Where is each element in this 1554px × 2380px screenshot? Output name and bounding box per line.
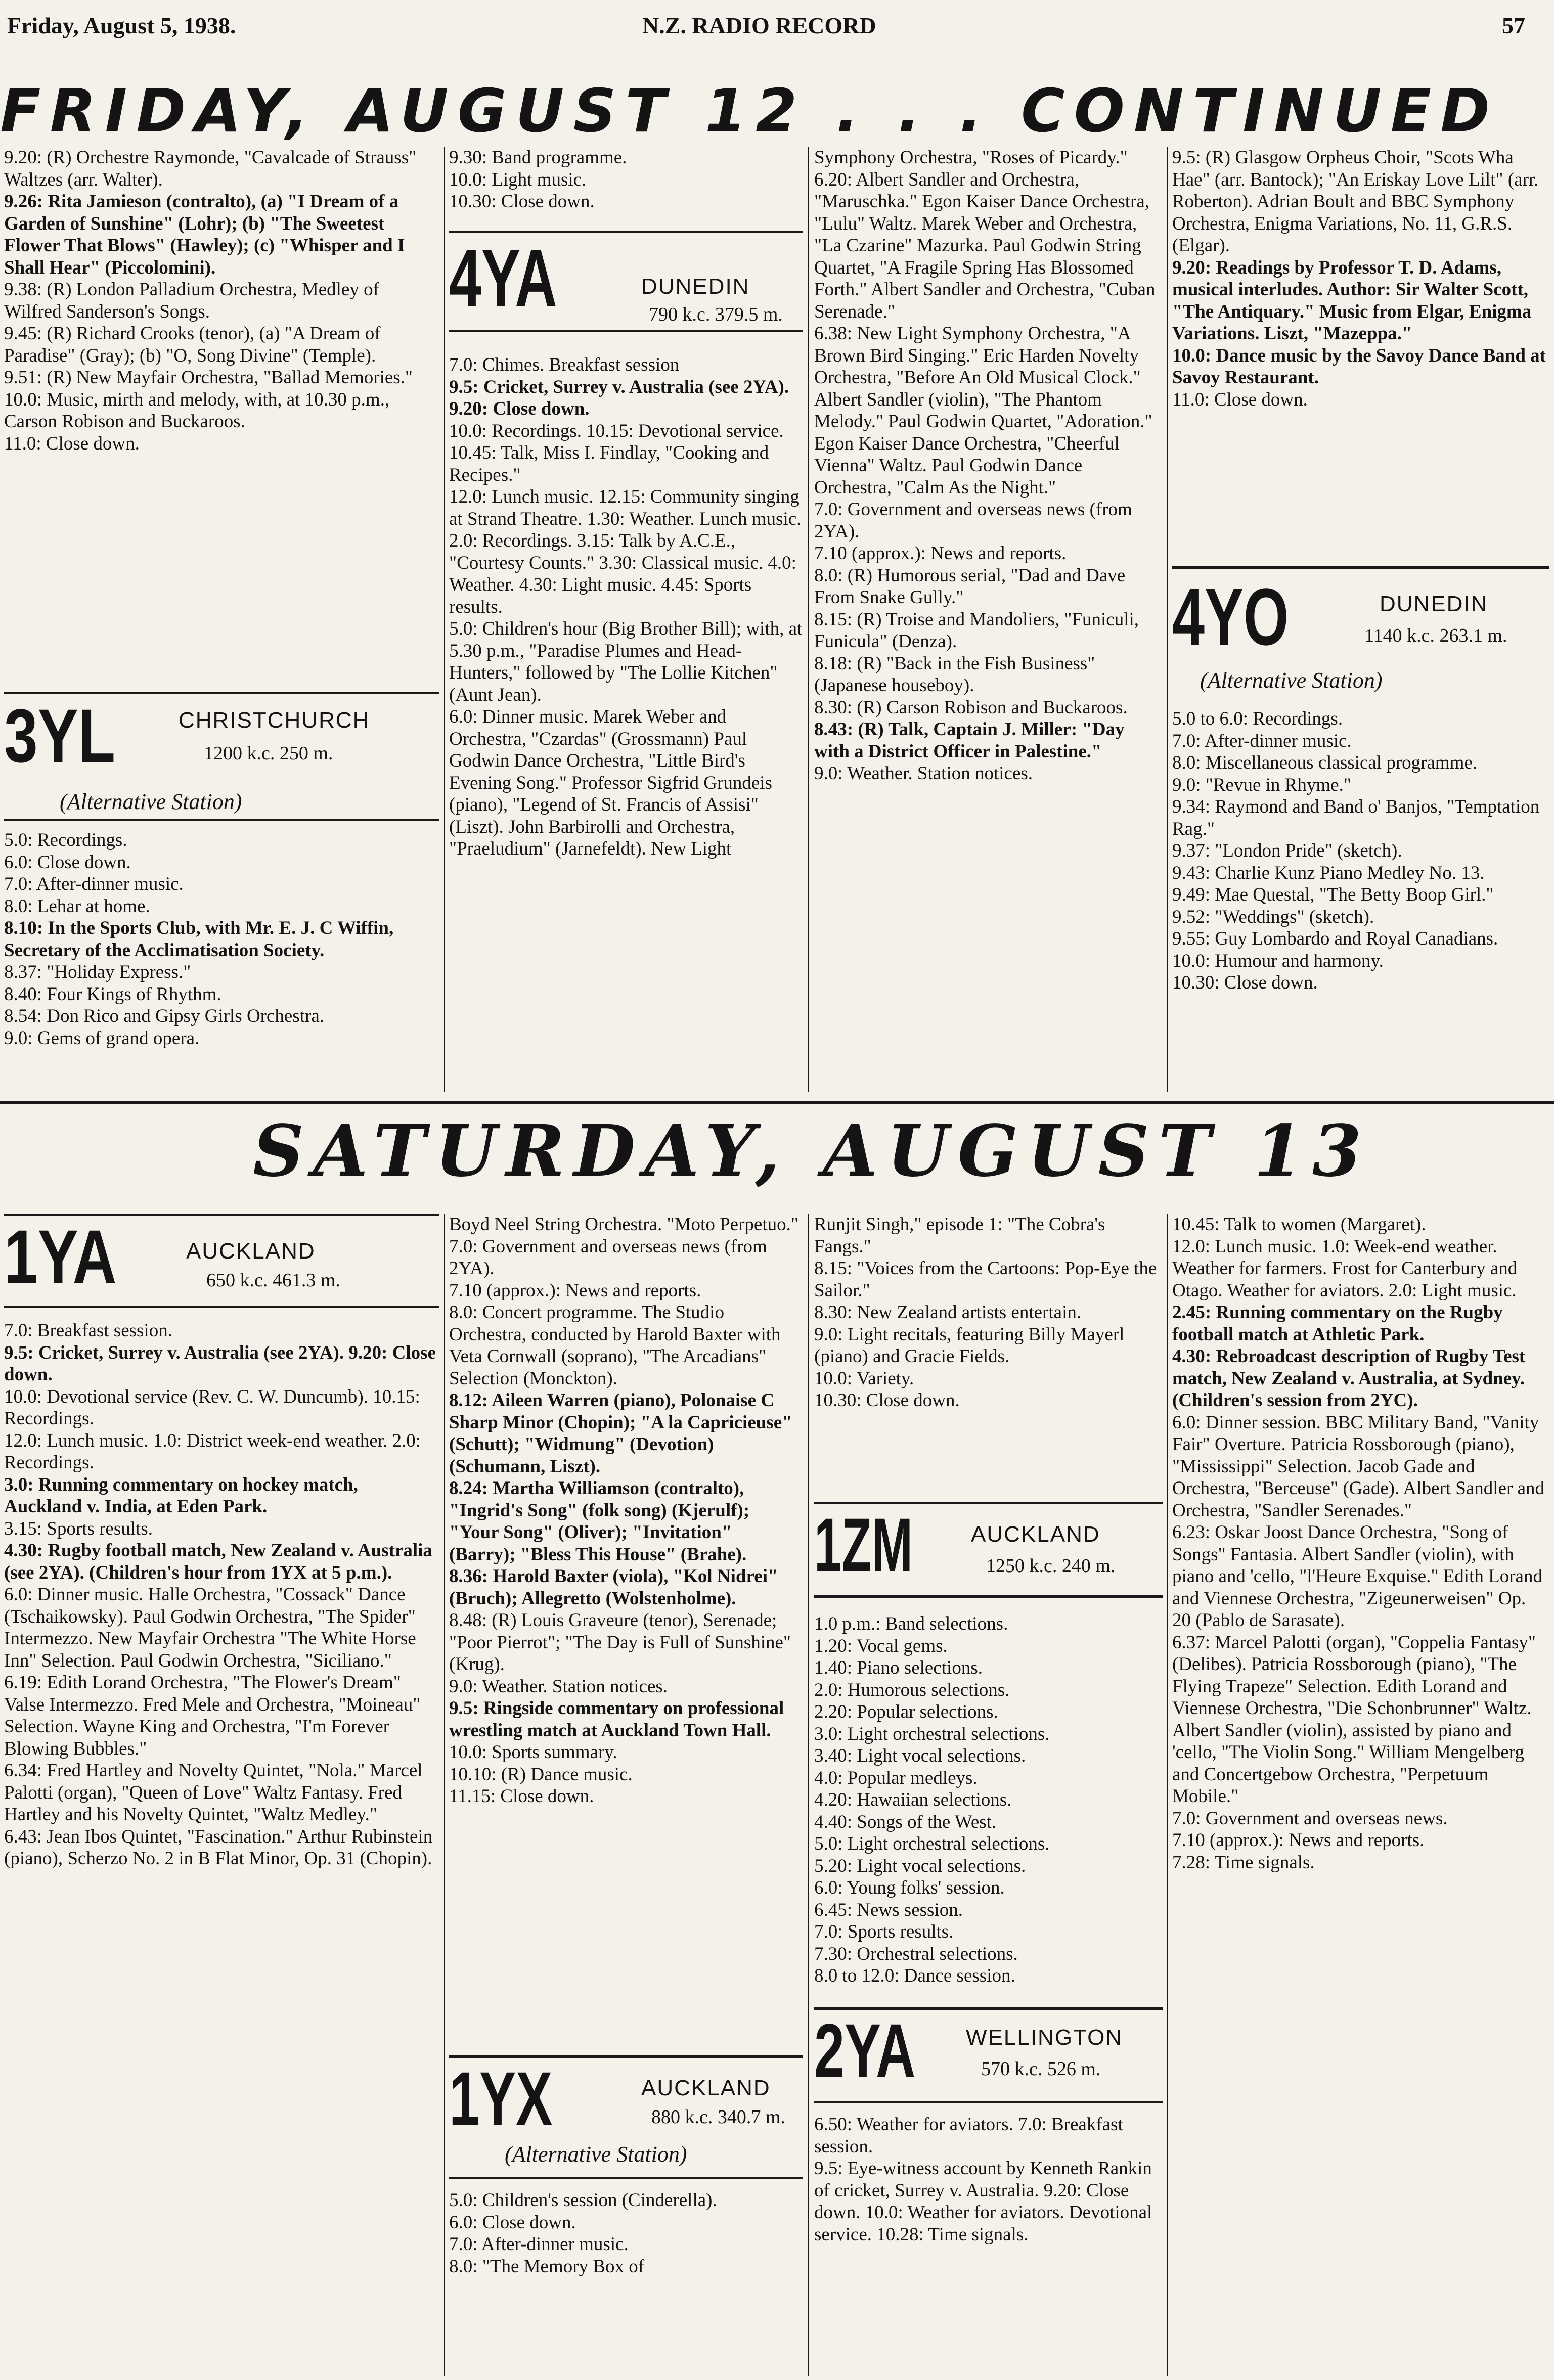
station-rule [814,2007,1163,2010]
listing: 5.20: Light vocal selections. [814,1855,1026,1876]
listing: 10.0: Recordings. 10.15: Devotional service. 10.45: Talk, Miss I. Findlay, "Cooking and Recipes." [449,420,784,485]
listing: 6.0: Dinner music. Marek Weber and Orchestra, "Czardas" (Grossmann) Paul Godwin Dance Orchestra, "Little Bird's Evening Song." Professor Sigfrid Grundeis (piano), "Legend of St. Francis of Assisi" (Liszt). John Barbirolli and Orchestra, "Praeludium" (Jarnefeldt). New Light [449,706,772,859]
listing: 6.34: Fred Hartley and Novelty Quintet, "Nola." Marcel Palotti (organ), "Queen of Love" Waltz Fantasy. Fred Hartley and his Novelty Quintet, "Waltz Medley." [4,1760,423,1825]
listing: 8.10: In the Sports Club, with Mr. E. J. C Wiffin, Secretary of the Acclimatisation Society. [4,918,394,961]
listing: 9.51: (R) New Mayfair Orchestra, "Ballad Memories." [4,367,413,388]
station-rule [4,692,439,694]
listing: 8.0: Miscellaneous classical programme. [1172,752,1478,773]
column-rule [808,147,809,1092]
saturday-col3-mid [814,1613,1163,2002]
listing: 10.0: Sports summary. [449,1742,617,1763]
listing: 9.45: (R) Richard Crooks (tenor), (a) "A Dream of Paradise" (Gray); (b) "O, Song Divine" (Temple). [4,323,381,366]
listing: 6.0: Close down. [4,851,131,873]
listing: 10.10: (R) Dance music. [449,1764,633,1785]
station-call-sign: 1YX [449,2060,553,2141]
friday-col2-bottom [449,354,803,1092]
friday-col1-bottom [4,829,439,1092]
listing: 6.38: New Light Symphony Orchestra, "A Brown Bird Singing." Eric Harden Novelty Orchestra, "Before An Old Musical Clock." Albert Sandler (violin), "The Phantom Melody." Paul Godwin Quartet, "Adoration." Egon Kaiser Dance Orchestra, "Cheerful Vienna" Waltz. Paul Godwin Dance Orchestra, "Calm As the Night." [814,323,1152,498]
listing: 9.0: Weather. Station notices. [449,1676,668,1697]
listing: 7.10 (approx.): News and reports. [1172,1830,1425,1851]
listing: Runjit Singh," episode 1: "The Cobra's Fangs." [814,1214,1105,1257]
section-rule [0,1101,1554,1104]
listing: 10.0: Light music. [449,169,587,190]
listing: 7.0: Government and overseas news (from 2YA). [449,1236,767,1279]
station-rule [4,1214,439,1216]
station-call-sign: 1YA [4,1219,117,1299]
listing: 6.0: Young folks' session. [814,1877,1005,1898]
station-block-4ya [449,238,803,329]
station-frequency: 650 k.c. 461.3 m. [206,1270,340,1291]
listing: 4.40: Songs of the West. [814,1811,997,1832]
listing: Boyd Neel String Orchestra. "Moto Perpetuo." [449,1214,798,1235]
listing: 9.26: Rita Jamieson (contralto), (a) "I Dream of a Garden of Sunshine" (Lohr); (b) "The Sweetest Flower That Blows" (Hawley); (c) "Whisper and I Shall Hear" (Piccolomini). [4,191,405,278]
listing: 4.30: Rugby football match, New Zealand v. Australia (see 2YA). (Children's hour from 1YX at 5 p.m.). [4,1540,432,1583]
column-rule [808,1214,809,2376]
listing: 9.5: (R) Glasgow Orpheus Choir, "Scots Wha Hae" (arr. Bantock); "An Eriskay Love Lilt" (arr. Roberton). Adrian Boult and BBC Symphony Orchestra, Enigma Variations, No. 11, G.R.S. (Elgar). [1172,147,1539,256]
listing: 8.30: New Zealand artists entertain. [814,1302,1082,1323]
station-rule [814,1595,1163,1598]
listing: 8.0 to 12.0: Dance session. [814,1965,1015,1986]
listing: 7.0: After-dinner music. [449,2234,629,2255]
listing: 9.0: Weather. Station notices. [814,763,1033,784]
listing: 3.15: Sports results. [4,1518,153,1539]
column-rule [444,147,445,1092]
listing: 10.30: Close down. [449,191,595,212]
listing: 9.43: Charlie Kunz Piano Medley No. 13. [1172,862,1485,883]
listing: 12.0: Lunch music. 1.0: District week-end weather. 2.0: Recordings. [4,1430,421,1473]
listing: 9.55: Guy Lombardo and Royal Canadians. [1172,928,1498,949]
listing: 9.20: (R) Orchestre Raymonde, "Cavalcade of Strauss" Waltzes (arr. Walter). [4,147,417,190]
listing: 3.40: Light vocal selections. [814,1745,1026,1766]
station-block-4yo [1172,576,1549,703]
listing: 9.0: Light recitals, featuring Billy Mayerl (piano) and Gracie Fields. [814,1324,1125,1367]
listing: 5.0: Children's session (Cinderella). [449,2190,717,2211]
listing: 6.43: Jean Ibos Quintet, "Fascination." Arthur Rubinstein (piano), Scherzo No. 2 in B Flat Minor, Op. 31 (Chopin). [4,1826,433,1869]
listing: 10.0: Variety. [814,1368,914,1389]
listing: 5.0: Recordings. [4,830,127,850]
listing: 6.0: Dinner music. Halle Orchestra, "Cossack" Dance (Tschaikowsky). Paul Godwin Orchestra, "The Spider" Intermezzo. New Mayfair Orchestra "The White Horse Inn" Selection. Paul Godwin Orchestra, "Siciliano." [4,1584,416,1671]
saturday-col4 [1172,1214,1549,2376]
column-rule [1167,147,1168,1092]
listing: 1.20: Vocal gems. [814,1635,948,1656]
station-rule [449,2177,803,2179]
saturday-col3-bottom [814,2114,1163,2376]
friday-col3 [814,147,1163,1092]
station-alternative-label: (Alternative Station) [60,789,242,814]
station-call-sign: 3YL [4,698,116,778]
listing: 11.15: Close down. [449,1786,594,1807]
column-rule [444,1214,445,2376]
listing: 8.18: (R) "Back in the Fish Business" (Japanese houseboy). [814,653,1095,696]
listing: 8.40: Four Kings of Rhythm. [4,983,221,1005]
listing: 7.30: Orchestral selections. [814,1943,1018,1964]
listing: 6.0: Dinner session. BBC Military Band, "Vanity Fair" Overture. Patricia Rossborough (piano), "Mississippi" Selection. Jacob Gade and Orchestra, "Berceuse" (Gade). Albert Sandler and Orchestra, "Sandler Serenades." [1172,1412,1544,1521]
station-block-1yx [449,2060,803,2174]
listing: 10.0: Music, mirth and melody, with, at 10.30 p.m., Carson Robison and Buckaroos. [4,389,390,432]
listing: 11.0: Close down. [1172,389,1308,410]
listing: 10.0: Devotional service (Rev. C. W. Duncumb). 10.15: Recordings. [4,1386,420,1429]
running-header [0,12,1554,42]
listing: 9.5: Eye-witness account by Kenneth Rankin of cricket, Surrey v. Australia. 9.20: Close down. 10.0: Weather for aviators. Devotional service. 10.28: Time signals. [814,2158,1152,2245]
listing: 8.15: "Voices from the Cartoons: Pop-Eye the Sailor." [814,1258,1157,1301]
saturday-col1 [4,1320,439,2376]
listing: 9.20: Readings by Professor T. D. Adams, musical interludes. Author: Sir Walter Scott, "The Antiquary." Music from Elgar, Enigma Variations. Liszt, "Mazeppa." [1172,257,1532,344]
listing: 12.0: Lunch music. 1.0: Week-end weather. Weather for farmers. Frost for Canterbury and Otago. Weather for aviators. 2.0: Light music. [1172,1236,1518,1301]
listing: 1.40: Piano selections. [814,1657,983,1678]
column-rule [1167,1214,1168,2376]
friday-section-title: FRIDAY, AUGUST 12 . . . CONTINUED [0,76,1499,146]
listing: 7.10 (approx.): News and reports. [449,1280,701,1301]
listing: 10.0: Humour and harmony. [1172,950,1384,971]
listing: 10.30: Close down. [814,1390,960,1411]
station-call-sign: 4YA [449,238,557,323]
listing: 8.54: Don Rico and Gipsy Girls Orchestra. [4,1006,325,1026]
listing: 8.0: (R) Humorous serial, "Dad and Dave From Snake Gully." [814,565,1126,608]
station-city: CHRISTCHURCH [179,708,370,733]
listing: 7.28: Time signals. [1172,1852,1315,1873]
listing: 5.0 to 6.0: Recordings. [1172,708,1343,729]
listing: 7.0: Government and overseas news (from 2YA). [814,499,1132,542]
listing: 6.45: News session. [814,1899,963,1920]
station-alternative-label: (Alternative Station) [505,2142,687,2167]
listing: 10.0: Dance music by the Savoy Dance Band at Savoy Restaurant. [1172,345,1546,388]
station-city: AUCKLAND [186,1239,316,1264]
station-rule [4,1306,439,1308]
listing: 6.19: Edith Lorand Orchestra, "The Flower's Dream" Valse Intermezzo. Fred Mele and Orchestra, "Moineau" Selection. Wayne King and Orchestra, "I'm Forever Blowing Bubbles." [4,1672,421,1759]
listing: 6.23: Oskar Joost Dance Orchestra, "Song of Songs" Fantasia. Albert Sandler (violin), with piano and 'cello, "l'Heure Exquise." Edith Lorand and Viennese Orchestra, "Zigeunerweisen" Op. 20 (Pablo de Sarasate). [1172,1522,1542,1631]
friday-col1-top [4,147,439,688]
station-alternative-label: (Alternative Station) [1200,668,1383,693]
listing: 8.12: Aileen Warren (piano), Polonaise C Sharp Minor (Chopin); "A la Capricieuse" (Schutt); "Widmung" (Devotion) (Schumann, Liszt). [449,1390,792,1477]
station-city: DUNEDIN [641,274,750,299]
listing: 7.0: After-dinner music. [4,874,184,894]
station-call-sign: 2YA [814,2012,916,2093]
listing: 8.0: Lehar at home. [4,895,150,917]
listing: 6.20: Albert Sandler and Orchestra, "Maruschka." Egon Kaiser Dance Orchestra, "Lulu" Waltz. Marek Weber and Orchestra, "La Czarine" Mazurka. Paul Godwin String Quartet, "A Fragile Spring Has Blossomed Forth." Albert Sandler and Orchestra, "Cuban Serenade." [814,169,1156,322]
listing: 2.45: Running commentary on the Rugby football match at Athletic Park. [1172,1302,1503,1345]
station-block-1ya [4,1219,439,1305]
station-block-3yl [4,698,439,834]
listing: 12.0: Lunch music. 12.15: Community singing at Strand Theatre. 1.30: Weather. Lunch music. 2.0: Recordings. 3.15: Talk by A.C.E., "Courtesy Counts." 3.30: Classical music. 4.0: Weather. 4.30: Light music. 4.45: Sports results. [449,486,802,617]
station-frequency: 790 k.c. 379.5 m. [649,304,783,325]
listing: 7.0: Breakfast session. [4,1320,172,1341]
listing: 2.20: Popular selections. [814,1701,998,1722]
listing: 8.24: Martha Williamson (contralto), "Ingrid's Song" (folk song) (Kjerulf); "Your Song" (Oliver); "Invitation" (Barry); "Bless This House" (Brahe). [449,1478,750,1565]
listing: Symphony Orchestra, "Roses of Picardy." [814,147,1128,168]
listing: 7.0: Sports results. [814,1921,954,1942]
listing: 3.0: Running commentary on hockey match, Auckland v. India, at Eden Park. [4,1474,358,1517]
station-call-sign: 4YO [1172,576,1289,662]
station-rule [4,819,439,821]
station-frequency: 1200 k.c. 250 m. [204,743,333,764]
station-rule [814,2101,1163,2103]
saturday-col2-top [449,1214,803,2048]
page-number: 57 [1502,13,1525,38]
saturday-section-title: SATURDAY, AUGUST 13 [253,1110,1371,1193]
station-city: AUCKLAND [641,2076,771,2100]
station-city: AUCKLAND [971,1522,1100,1547]
station-rule [449,2055,803,2058]
listing: 3.0: Light orchestral selections. [814,1723,1050,1744]
listing: 8.30: (R) Carson Robison and Buckaroos. [814,697,1128,718]
listing: 8.0: Concert programme. The Studio Orchestra, conducted by Harold Baxter with Veta Cornwall (soprano), "The Arcadians" Selection (Monckton). [449,1302,781,1389]
station-block-2ya [814,2012,1163,2098]
listing: 9.5: Cricket, Surrey v. Australia (see 2YA). 9.20: Close down. [449,376,789,419]
listing: 8.43: (R) Talk, Captain J. Miller: "Day with a District Officer in Palestine." [814,719,1125,762]
station-rule [814,1502,1163,1504]
listing: 9.49: Mae Questal, "The Betty Boop Girl." [1172,884,1494,905]
station-frequency: 880 k.c. 340.7 m. [651,2106,785,2128]
listing: 5.0: Light orchestral selections. [814,1833,1050,1854]
station-rule [449,330,803,332]
station-city: WELLINGTON [966,2025,1123,2050]
station-block-1zm [814,1507,1163,1593]
listing: 10.30: Close down. [1172,972,1318,993]
issue-date: Friday, August 5, 1938. [7,13,236,38]
listing: 8.48: (R) Louis Graveure (tenor), Serenade; "Poor Pierrot"; "The Day is Full of Sunshine" (Krug). [449,1610,791,1675]
listing: 9.0: "Revue in Rhyme." [1172,774,1351,795]
station-rule [449,231,803,233]
saturday-col2-bottom [449,2189,803,2376]
publication-name: N.Z. RADIO RECORD [642,13,876,38]
friday-col2-top [449,147,803,228]
friday-col4-bottom [1172,708,1549,1092]
listing: 4.30: Rebroadcast description of Rugby Test match, New Zealand v. Australia, at Sydney. (Children's session from 2YC). [1172,1346,1526,1411]
listing: 7.0: After-dinner music. [1172,730,1352,751]
listing: 5.0: Children's hour (Big Brother Bill); with, at 5.30 p.m., "Paradise Plumes and Head-Hunters," followed by "The Lollie Kitchen" (Aunt Jean). [449,618,803,705]
station-rule [1172,566,1549,569]
listing: 9.52: "Weddings" (sketch). [1172,906,1374,927]
listing: 2.0: Humorous selections. [814,1679,1010,1700]
listing: 8.15: (R) Troise and Mandoliers, "Funiculi, Funicula" (Denza). [814,609,1139,652]
listing: 7.10 (approx.): News and reports. [814,543,1067,564]
listing: 4.20: Hawaiian selections. [814,1789,1012,1810]
listing: 9.0: Gems of grand opera. [4,1027,200,1049]
station-city: DUNEDIN [1380,592,1488,616]
listing: 9.5: Ringside commentary on professional wrestling match at Auckland Town Hall. [449,1698,784,1741]
listing: 9.37: "London Pride" (sketch). [1172,840,1402,861]
listing: 7.0: Chimes. Breakfast session [449,354,680,375]
saturday-col3-top [814,1214,1163,1497]
listing: 10.45: Talk to women (Margaret). [1172,1214,1426,1235]
listing: 4.0: Popular medleys. [814,1767,978,1788]
listing: 6.0: Close down. [449,2212,576,2233]
listing: 8.36: Harold Baxter (viola), "Kol Nidrei" (Bruch); Allegretto (Wolstenholme). [449,1566,778,1609]
listing: 11.0: Close down. [4,433,140,454]
listing: 6.50: Weather for aviators. 7.0: Breakfast session. [814,2114,1123,2157]
listing: 9.34: Raymond and Band o' Banjos, "Temptation Rag." [1172,796,1540,839]
listing: 6.37: Marcel Palotti (organ), "Coppelia Fantasy" (Delibes). Patricia Rossborough (piano), "The Flying Trapeze" Selection. Edith Lorand and Viennese Orchestra, "Die Schonbrunner" Waltz. Albert Sandler (violin), assisted by piano and 'cello, "The Violin Song." William Mengelberg and Concertgebow Orchestra, "Perpetuum Mobile." [1172,1632,1536,1807]
station-call-sign: 1ZM [814,1507,913,1587]
station-frequency: 1250 k.c. 240 m. [986,1555,1116,1577]
listing: 1.0 p.m.: Band selections. [814,1613,1008,1634]
station-frequency: 1140 k.c. 263.1 m. [1364,625,1507,646]
listing: 9.5: Cricket, Surrey v. Australia (see 2YA). 9.20: Close down. [4,1342,436,1385]
listing: 9.30: Band programme. [449,147,627,168]
listing: 8.37: "Holiday Express." [4,962,191,982]
listing: 9.38: (R) London Palladium Orchestra, Medley of Wilfred Sanderson's Songs. [4,279,379,322]
friday-col4-top [1172,147,1549,551]
listing: 7.0: Government and overseas news. [1172,1808,1448,1829]
station-frequency: 570 k.c. 526 m. [981,2058,1101,2080]
listing: 8.0: "The Memory Box of [449,2256,645,2277]
